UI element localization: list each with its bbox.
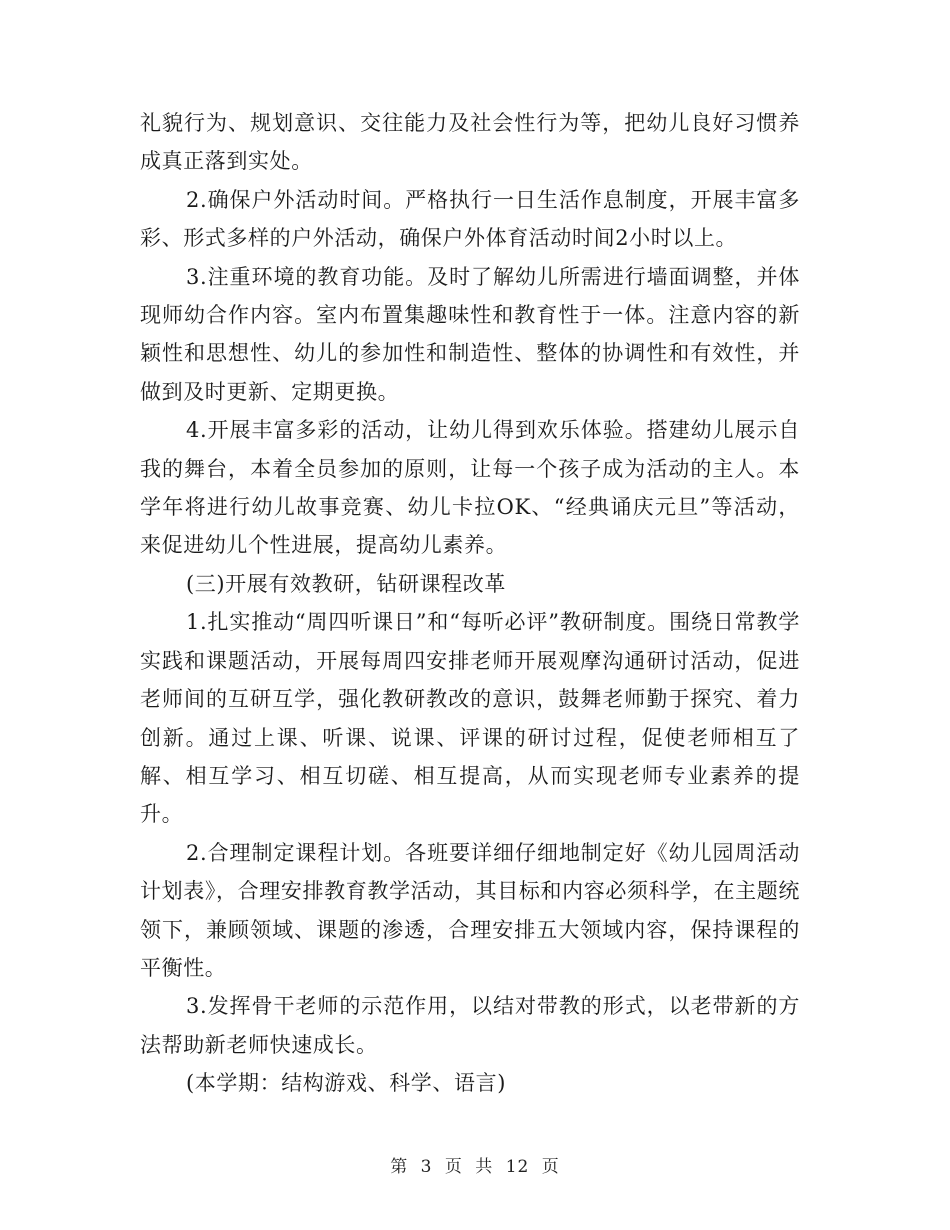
section-heading-teaching-research: (三)开展有效教研，钻研课程改革 [186,571,506,596]
paragraph-outdoor-activity: 2.确保户外活动时间。严格执行一日生活作息制度，开展丰富多彩、形式多样的户外活动，确保户外体育活动时间2小时以上。 [140,187,800,251]
page-number-footer: 第 3 页 共 12 页 [390,1157,560,1177]
paragraph-curriculum-plan: 2.合理制定课程计划。各班要详细仔细地制定好《幼儿园周活动计划表》，合理安排教育教学活动，其目标和内容必须科学，在主题统领下，兼顾领域、课题的渗透，合理安排五大领域内容，保持课程的平衡性。 [140,840,800,980]
document-body [140,104,800,1103]
paragraph-lesson-day: 1.扎实推动“周四听课日”和“每听必评”教研制度。围绕日常教学实践和课题活动，开展每周四安排老师开展观摩沟通研讨活动，促进老师间的互研互学，强化教研教改的意识，鼓舞老师勤于探究、着力创新。通过上课、听课、说课、评课的研讨过程，促使老师相互了解、相互学习、相互切磋、相互提高，从而实现老师专业素养的提升。 [140,610,800,827]
paragraph-continuation: 礼貌行为、规划意识、交往能力及社会性行为等，把幼儿良好习惯养成真正落到实处。 [140,111,800,174]
paragraph-activities: 4.开展丰富多彩的活动，让幼儿得到欢乐体验。搭建幼儿展示自我的舞台，本着全员参加的原则，让每一个孩子成为活动的主人。本学年将进行幼儿故事竞赛、幼儿卡拉OK、“经典诵庆元旦”等活动，来促进幼儿个性进展，提高幼儿素养。 [140,418,800,558]
paragraph-environment: 3.注重环境的教育功能。及时了解幼儿所需进行墙面调整，并体现师幼合作内容。室内布置集趣味性和教育性于一体。注意内容的新颖性和思想性、幼儿的参加性和制造性、整体的协调性和有效性，并做到及时更新、定期更换。 [140,264,800,404]
paragraph-semester-subjects: (本学期：结构游戏、科学、语言) [186,1071,506,1096]
paragraph-mentoring: 3.发挥骨干老师的示范作用，以结对带教的形式，以老带新的方法帮助新老师快速成长。 [140,994,800,1057]
